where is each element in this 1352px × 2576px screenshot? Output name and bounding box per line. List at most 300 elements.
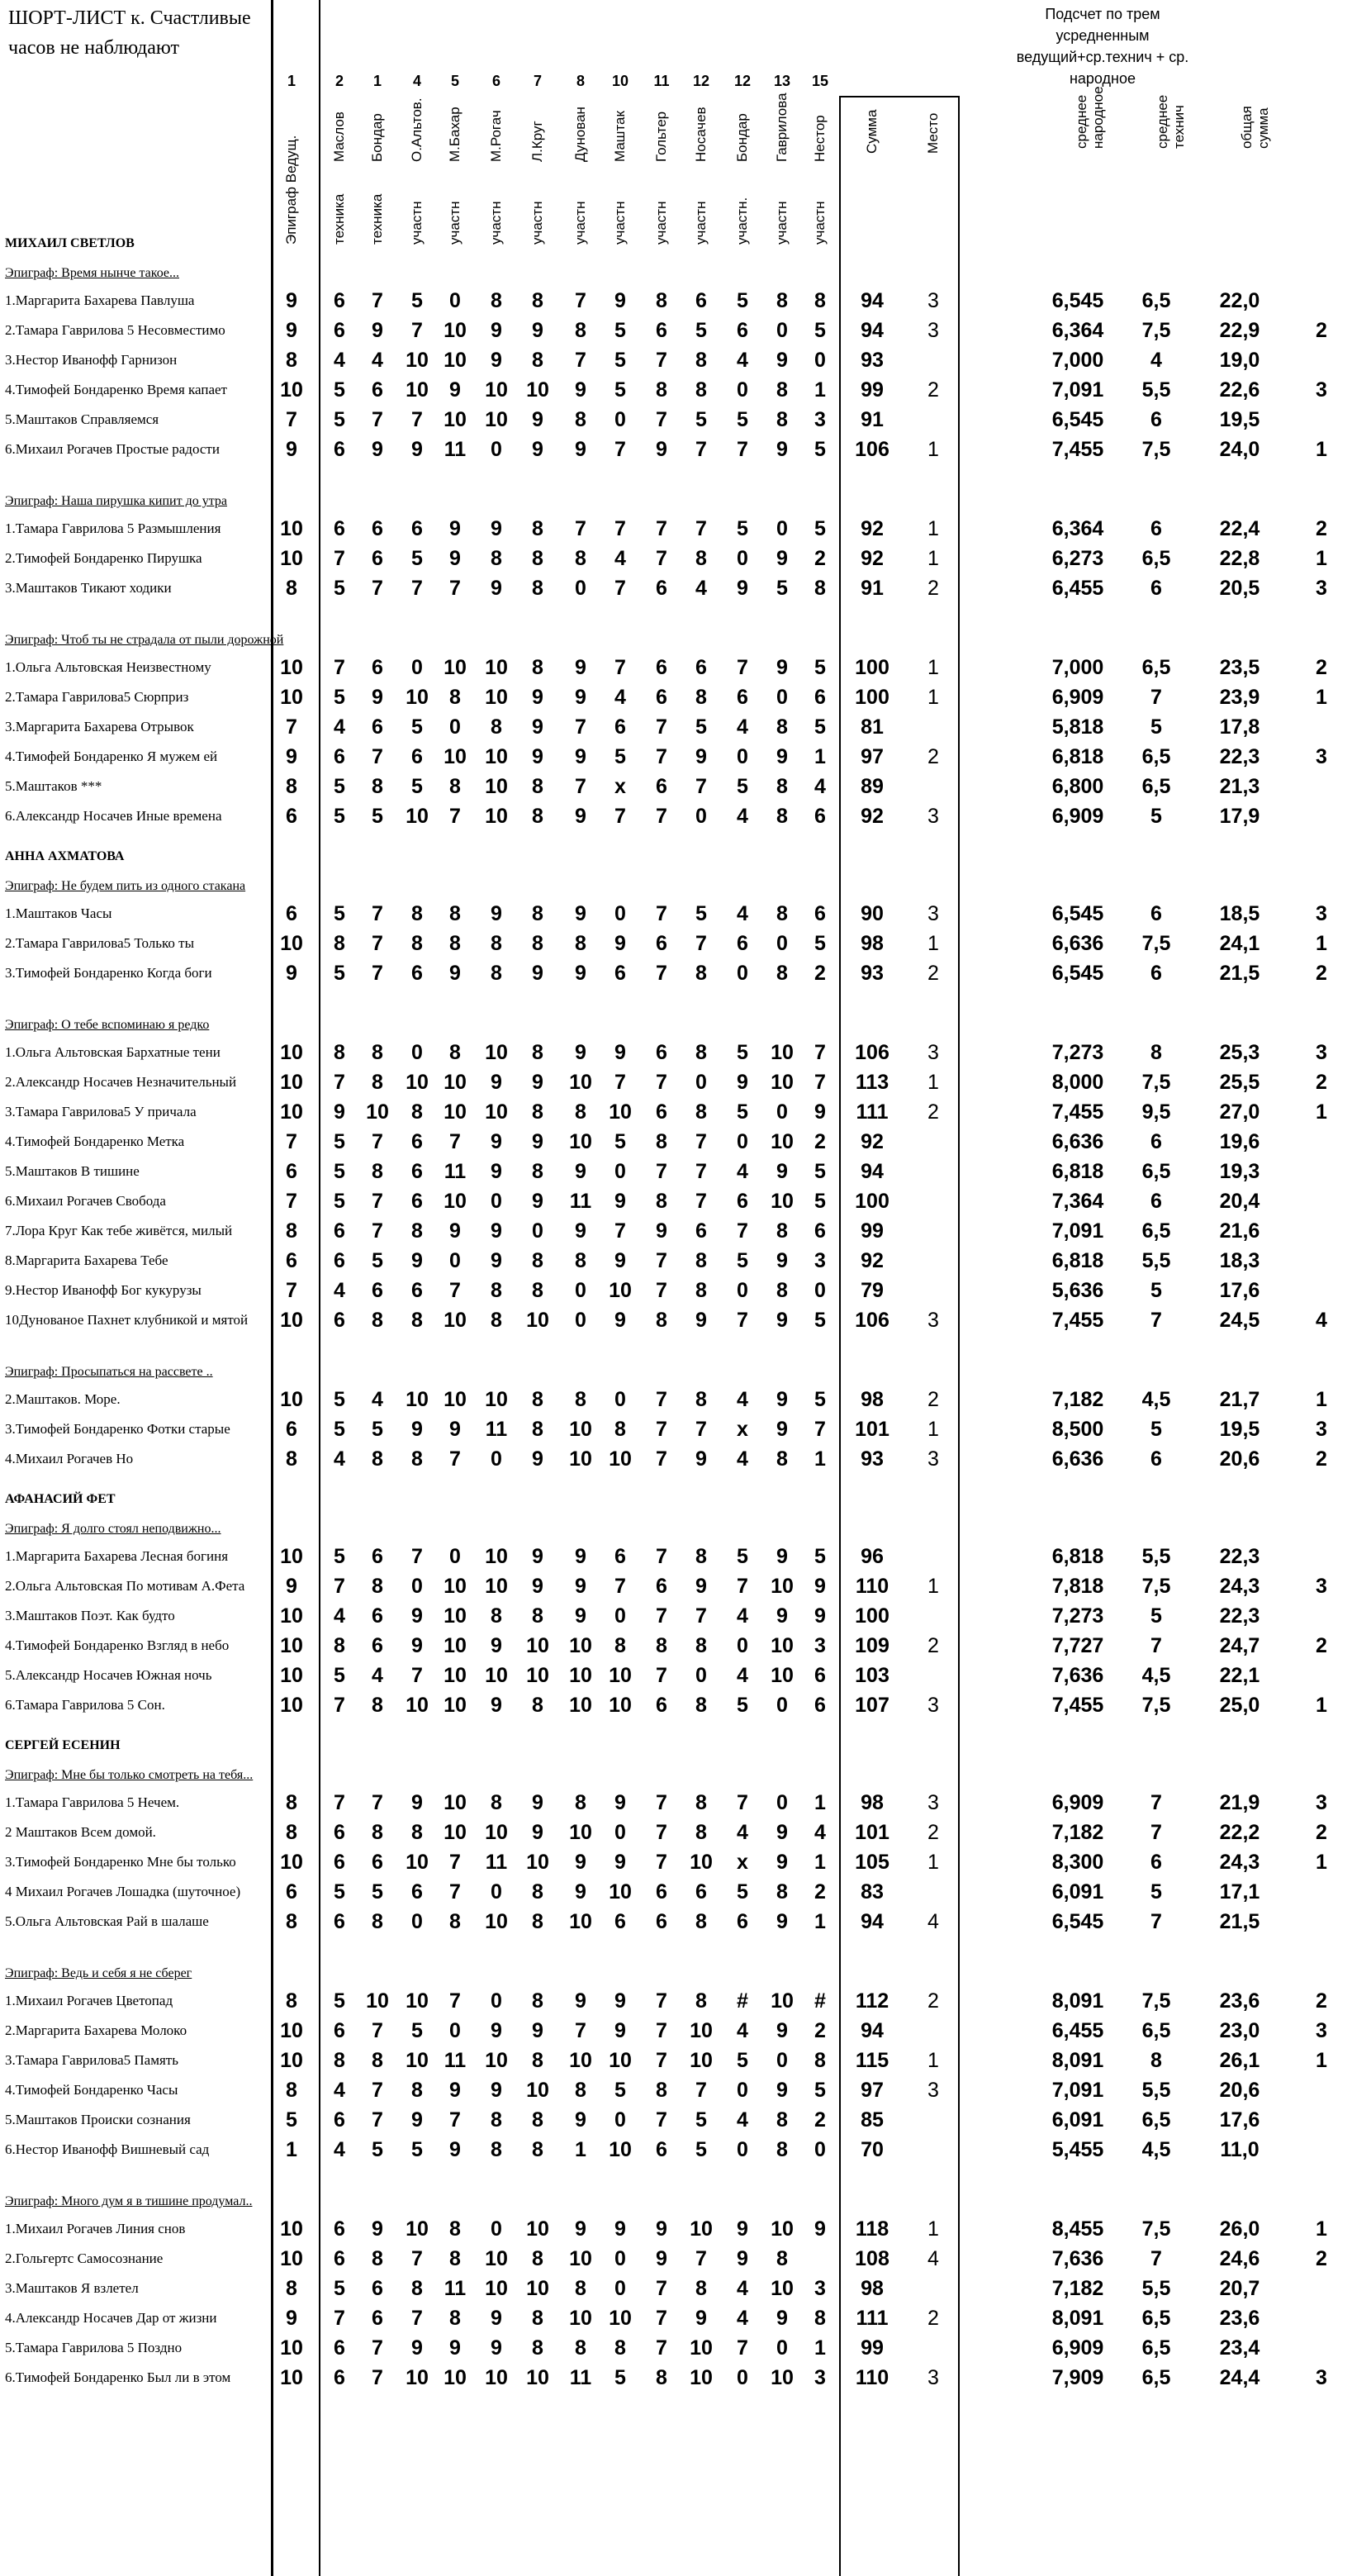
score-cell: 7 [334, 2307, 345, 2330]
place-cell: 2 [927, 378, 939, 402]
score-cell: 9 [449, 962, 461, 985]
score-cell: 7 [575, 715, 586, 739]
place-cell: 1 [927, 656, 939, 679]
score-cell: 7 [814, 1071, 826, 1094]
place-cell: 1 [927, 1575, 939, 1598]
score-cell: 6 [695, 1880, 707, 1903]
score-cell: 6 [372, 715, 383, 739]
score-cell: 8 [532, 775, 543, 798]
score-cell: 6 [411, 1160, 423, 1183]
extra-cell: 5,5 [1141, 2277, 1171, 2300]
sum-cell: 110 [855, 1575, 889, 1598]
column-number: 8 [576, 73, 585, 89]
score-cell: 9 [491, 1130, 502, 1153]
score-cell: 9 [737, 1071, 748, 1094]
score-cell: 10 [569, 2049, 592, 2072]
extra-cell: 1 [1316, 1100, 1327, 1124]
score-cell: 5 [695, 715, 707, 739]
score-cell: 6 [737, 932, 748, 955]
extra-cell: 8,091 [1051, 2307, 1104, 2330]
score-cell: 5 [814, 517, 826, 540]
score-cell: 5 [814, 1190, 826, 1213]
score-cell: 7 [411, 408, 423, 431]
score-cell: 6 [737, 1910, 748, 1933]
extra-cell: 5 [1150, 805, 1162, 828]
score-cell: 4 [737, 2019, 748, 2042]
extra-cell: 6,909 [1051, 1791, 1104, 1814]
score-cell: 2 [814, 1880, 826, 1903]
score-cell: 7 [372, 1791, 383, 1814]
extra-cell: 17,9 [1219, 805, 1260, 828]
score-cell: 7 [695, 932, 707, 955]
score-cell: 1 [814, 1447, 826, 1471]
extra-cell: 7 [1150, 1309, 1162, 1332]
score-cell: 2 [814, 962, 826, 985]
score-cell: 10 [444, 2366, 467, 2389]
score-cell: 9 [411, 2108, 423, 2132]
score-cell: 10 [366, 1100, 389, 1124]
entry-name: 4.Тимофей Бондаренко Взгляд в небо [5, 1637, 230, 1653]
score-cell: 5 [737, 1880, 748, 1903]
entry-name: 4.Тимофей Бондаренко Время капает [5, 382, 227, 397]
extra-cell: 6,818 [1051, 1249, 1104, 1272]
extra-cell: 22,2 [1219, 1821, 1260, 1844]
sum-cell: 70 [861, 2138, 884, 2161]
score-cell: 10 [444, 656, 467, 679]
score-cell: 9 [532, 1130, 543, 1153]
score-cell: 8 [532, 2108, 543, 2132]
score-cell: 10 [609, 2307, 632, 2330]
score-cell: 1 [814, 745, 826, 768]
score-cell: 10 [569, 1910, 592, 1933]
score-cell: 8 [614, 2336, 626, 2360]
place-cell: 1 [927, 1071, 939, 1094]
extra-cell: 5,455 [1051, 2138, 1104, 2161]
score-cell: 10 [569, 1418, 592, 1441]
score-cell: 10 [280, 1041, 303, 1064]
score-cell: 10 [444, 1309, 467, 1332]
section-epigraph: Эпиграф: Наша пирушка кипит до утра [5, 494, 227, 508]
score-cell: 7 [695, 2079, 707, 2102]
score-cell: 6 [286, 1418, 297, 1441]
score-cell: 9 [614, 1041, 626, 1064]
score-cell: 8 [372, 1694, 383, 1717]
score-cell: 7 [614, 1575, 626, 1598]
score-cell: 8 [286, 1821, 297, 1844]
score-cell: 6 [656, 1041, 667, 1064]
column-header [682, 104, 720, 178]
score-cell: 9 [411, 1604, 423, 1628]
score-cell: 5 [737, 1249, 748, 1272]
score-cell: 5 [334, 1880, 345, 1903]
extra-cell: 6,800 [1051, 775, 1104, 798]
score-cell: 5 [614, 2079, 626, 2102]
score-cell: 8 [695, 1694, 707, 1717]
grid-vline [839, 96, 841, 2576]
score-cell: 8 [575, 2079, 586, 2102]
extra-cell: 6,5 [1141, 745, 1171, 768]
score-cell: 7 [411, 577, 423, 600]
extra-cell: 23,6 [1219, 1989, 1260, 2013]
table-row [0, 1385, 1352, 1414]
extra-cell: 21,6 [1219, 1219, 1260, 1243]
score-cell: 3 [814, 408, 826, 431]
place-cell: 3 [927, 1041, 939, 1064]
column-subheader-label: участн [447, 201, 463, 245]
score-cell: 6 [656, 656, 667, 679]
score-cell: 8 [411, 1219, 423, 1243]
place-cell: 1 [927, 932, 939, 955]
score-cell: 10 [280, 656, 303, 679]
score-cell: 8 [334, 932, 345, 955]
entry-name: 2.Гольгертс Самосознание [5, 2250, 164, 2266]
extra-cell: 3 [1316, 1418, 1327, 1441]
score-cell: 8 [776, 289, 788, 312]
entry-name: 1.Ольга Альтовская Неизвестному [5, 659, 211, 675]
extra-cell: 25,3 [1219, 1041, 1260, 1064]
table-row [0, 1661, 1352, 1690]
score-cell: 10 [280, 2217, 303, 2241]
extra-cell: 7 [1150, 1634, 1162, 1657]
column-subheader [643, 175, 681, 261]
entry-name: 4.Михаил Рогачев Но [5, 1451, 134, 1466]
sum-cell: 100 [855, 1604, 889, 1628]
score-cell: 0 [614, 2277, 626, 2300]
entry-name: 2.Тамара Гаврилова5 Только ты [5, 935, 195, 951]
score-cell: 8 [491, 1791, 502, 1814]
score-cell: 8 [575, 547, 586, 570]
score-cell: 9 [411, 2336, 423, 2360]
table-row [0, 1038, 1352, 1067]
extra-cell: 1 [1316, 2049, 1327, 2072]
extra-cell: 7,5 [1141, 932, 1171, 955]
score-cell: 9 [491, 577, 502, 600]
score-cell: 8 [695, 1545, 707, 1568]
extra-cell: 2 [1316, 319, 1327, 342]
extra-cell: 5 [1150, 1604, 1162, 1628]
column-subheader [320, 175, 358, 261]
section-author: МИХАИЛ СВЕТЛОВ [5, 236, 135, 250]
extra-cell: 6,545 [1051, 902, 1104, 925]
score-cell: 6 [334, 319, 345, 342]
score-cell: 10 [280, 2049, 303, 2072]
score-cell: 5 [737, 517, 748, 540]
table-row [0, 2363, 1352, 2393]
score-cell: # [814, 1989, 826, 2013]
score-cell: 7 [372, 2019, 383, 2042]
score-cell: 7 [372, 408, 383, 431]
score-cell: 10 [569, 2247, 592, 2270]
score-cell: 9 [575, 2217, 586, 2241]
sum-cell: 83 [861, 1880, 884, 1903]
score-cell: 9 [737, 2217, 748, 2241]
score-cell: 10 [690, 2336, 713, 2360]
score-cell: 6 [737, 319, 748, 342]
score-cell: 7 [656, 715, 667, 739]
score-cell: 10 [280, 547, 303, 570]
sum-cell: 105 [855, 1851, 889, 1874]
sum-cell: 94 [861, 1910, 884, 1933]
score-cell: 8 [532, 289, 543, 312]
score-cell: 10 [526, 1634, 549, 1657]
score-cell: 8 [491, 2108, 502, 2132]
score-cell: 10 [406, 2366, 429, 2389]
score-cell: 7 [575, 775, 586, 798]
table-row [0, 929, 1352, 958]
score-cell: 9 [776, 1309, 788, 1332]
score-cell: 0 [449, 2019, 461, 2042]
column-header [519, 104, 557, 178]
column-number: 2 [334, 73, 344, 89]
table-row [0, 2303, 1352, 2333]
score-cell: 5 [814, 438, 826, 461]
score-cell: 6 [695, 1219, 707, 1243]
sum-cell: 93 [861, 1447, 884, 1471]
score-cell: 8 [532, 1880, 543, 1903]
score-cell: 8 [286, 577, 297, 600]
table-row [0, 2135, 1352, 2165]
score-cell: 10 [280, 1309, 303, 1332]
entry-name: 5.Ольга Альтовская Рай в шалаше [5, 1913, 209, 1929]
score-cell: 5 [334, 775, 345, 798]
score-cell: 9 [491, 1219, 502, 1243]
extra-cell: 4,5 [1141, 2138, 1171, 2161]
score-cell: 5 [334, 1418, 345, 1441]
score-cell: 9 [449, 378, 461, 402]
table-row [0, 286, 1352, 316]
score-cell: 9 [286, 2307, 297, 2330]
score-cell: 8 [286, 1910, 297, 1933]
extra-cell: 6,5 [1141, 2307, 1171, 2330]
score-cell: 9 [776, 1910, 788, 1933]
score-cell: 9 [575, 1880, 586, 1903]
place-cell: 3 [927, 1791, 939, 1814]
score-cell: 8 [532, 2138, 543, 2161]
entry-name: 3.Тимофей Бондаренко Когда боги [5, 965, 212, 981]
score-cell: 6 [372, 517, 383, 540]
score-cell: 5 [614, 349, 626, 372]
score-cell: 10 [485, 1910, 508, 1933]
score-cell: 7 [656, 902, 667, 925]
score-cell: 4 [737, 1388, 748, 1411]
extra-cell: 22,6 [1219, 378, 1260, 402]
extra-cell: 5,5 [1141, 2079, 1171, 2102]
entry-name: 1.Ольга Альтовская Бархатные тени [5, 1044, 221, 1060]
score-cell: 7 [695, 2247, 707, 2270]
table-row [0, 772, 1352, 801]
score-cell: 7 [814, 1041, 826, 1064]
extra-cell: 18,3 [1219, 1249, 1260, 1272]
extra-cell: 6,455 [1051, 577, 1104, 600]
score-cell: 8 [372, 1071, 383, 1094]
sum-cell: 92 [861, 517, 884, 540]
extra-cell: 6,5 [1141, 1160, 1171, 1183]
table-row [0, 514, 1352, 544]
place-cell: 3 [927, 805, 939, 828]
score-cell: 7 [411, 1664, 423, 1687]
sum-cell: 106 [855, 438, 889, 461]
score-cell: 9 [491, 1694, 502, 1717]
score-cell: 8 [372, 1910, 383, 1933]
score-cell: 6 [334, 1249, 345, 1272]
score-cell: 8 [656, 2366, 667, 2389]
sum-cell: 93 [861, 962, 884, 985]
score-cell: 5 [614, 745, 626, 768]
score-cell: 7 [656, 1447, 667, 1471]
extra-cell: 8,091 [1051, 1989, 1104, 2013]
score-cell: 5 [814, 2079, 826, 2102]
score-cell: 6 [656, 577, 667, 600]
place-header-label: Место [925, 112, 941, 154]
score-cell: 0 [737, 745, 748, 768]
score-cell: 10 [444, 1388, 467, 1411]
score-cell: 7 [411, 319, 423, 342]
place-cell: 1 [927, 438, 939, 461]
score-cell: 9 [372, 686, 383, 709]
score-cell: 10 [485, 2277, 508, 2300]
score-cell: 9 [656, 2217, 667, 2241]
score-cell: 10 [485, 408, 508, 431]
score-cell: 8 [411, 2277, 423, 2300]
score-cell: 8 [695, 1821, 707, 1844]
extra-cell: 4,5 [1141, 1664, 1171, 1687]
extra-cell: 1 [1316, 2217, 1327, 2241]
sum-cell: 98 [861, 1388, 884, 1411]
score-cell: 10 [406, 349, 429, 372]
score-cell: 1 [286, 2138, 297, 2161]
extra-cell: 6,545 [1051, 289, 1104, 312]
score-cell: 10 [406, 1851, 429, 1874]
score-cell: 7 [656, 2307, 667, 2330]
score-cell: 9 [695, 1309, 707, 1332]
table-row [0, 435, 1352, 464]
score-cell: 4 [334, 1604, 345, 1628]
score-cell: 9 [449, 517, 461, 540]
score-cell: 1 [814, 1910, 826, 1933]
extra-cell: 25,5 [1219, 1071, 1260, 1094]
score-cell: 8 [532, 577, 543, 600]
score-cell: 6 [411, 1880, 423, 1903]
score-cell: 9 [695, 1575, 707, 1598]
column-header [562, 104, 600, 178]
extra-cell: 19,3 [1219, 1160, 1260, 1183]
score-cell: 7 [737, 1791, 748, 1814]
score-cell: 9 [575, 962, 586, 985]
column-number: 6 [491, 73, 500, 89]
score-cell: 0 [814, 349, 826, 372]
score-cell: 5 [814, 656, 826, 679]
score-cell: 0 [491, 1447, 502, 1471]
extra-cell: 6,636 [1051, 1130, 1104, 1153]
score-cell: 9 [656, 1219, 667, 1243]
extra-cell: 6,909 [1051, 2336, 1104, 2360]
column-number: 12 [733, 73, 752, 89]
section-epigraph: Эпиграф: Время нынче такое... [5, 266, 179, 280]
score-cell: 8 [449, 902, 461, 925]
extra-cell: 6 [1150, 408, 1162, 431]
score-cell: 10 [485, 686, 508, 709]
table-row [0, 1542, 1352, 1571]
score-cell: 9 [532, 438, 543, 461]
score-cell: 10 [280, 1851, 303, 1874]
score-cell: 6 [334, 289, 345, 312]
score-cell: 6 [372, 2307, 383, 2330]
score-cell: 6 [737, 686, 748, 709]
score-cell: 10 [526, 1309, 549, 1332]
score-cell: 7 [656, 517, 667, 540]
score-cell: 10 [280, 1100, 303, 1124]
extra-cell: 21,5 [1219, 962, 1260, 985]
score-cell: 9 [614, 1190, 626, 1213]
score-cell: 10 [280, 1071, 303, 1094]
entry-name: 6.Нестор Иванофф Вишневый сад [5, 2141, 210, 2157]
place-cell: 3 [927, 1447, 939, 1471]
sum-cell: 101 [855, 1821, 889, 1844]
score-cell: 0 [776, 932, 788, 955]
score-cell: 9 [575, 805, 586, 828]
extra-cell: 6,909 [1051, 805, 1104, 828]
extra-cell: 6,091 [1051, 1880, 1104, 1903]
extra-cell: 23,9 [1219, 686, 1260, 709]
score-cell: 9 [411, 1791, 423, 1814]
column-subheader [477, 175, 515, 261]
score-cell: 7 [656, 1071, 667, 1094]
score-cell: 9 [776, 2079, 788, 2102]
score-cell: 4 [737, 2108, 748, 2132]
score-cell: 5 [737, 1545, 748, 1568]
score-cell: 8 [491, 1309, 502, 1332]
score-cell: 8 [286, 1989, 297, 2013]
extra-cell: 22,4 [1219, 517, 1260, 540]
score-cell: 7 [695, 517, 707, 540]
score-cell: 10 [569, 1821, 592, 1844]
score-cell: 8 [334, 1634, 345, 1657]
place-cell: 4 [927, 2247, 939, 2270]
score-cell: 10 [485, 1664, 508, 1687]
section-epigraph: Эпиграф: Я долго стоял неподвижно... [5, 1522, 221, 1536]
sum-cell: 92 [861, 1249, 884, 1272]
score-cell: 0 [614, 408, 626, 431]
column-header [477, 104, 515, 178]
score-cell: 4 [737, 1664, 748, 1687]
score-cell: 6 [656, 1910, 667, 1933]
table-row [0, 2105, 1352, 2135]
column-header [398, 97, 436, 178]
extra-cell: 18,5 [1219, 902, 1260, 925]
extra-cell: 5,636 [1051, 1279, 1104, 1302]
score-cell: 7 [614, 656, 626, 679]
score-cell: 6 [814, 1664, 826, 1687]
score-cell: 5 [411, 715, 423, 739]
score-cell: 8 [532, 2336, 543, 2360]
score-cell: 8 [575, 2277, 586, 2300]
score-cell: 7 [737, 438, 748, 461]
score-cell: 7 [656, 2019, 667, 2042]
extra-cell: 2 [1316, 1071, 1327, 1094]
column-subheader-label: участн [774, 201, 790, 245]
score-cell: 4 [814, 1821, 826, 1844]
score-cell: 7 [334, 547, 345, 570]
score-cell: 0 [776, 2049, 788, 2072]
score-cell: 5 [737, 775, 748, 798]
extra-cell: 6,818 [1051, 745, 1104, 768]
score-cell: 4 [737, 1604, 748, 1628]
extra-cell: 21,9 [1219, 1791, 1260, 1814]
score-cell: 9 [532, 2019, 543, 2042]
place-cell: 1 [927, 2217, 939, 2241]
score-cell: 8 [532, 349, 543, 372]
score-cell: 11 [444, 438, 467, 461]
